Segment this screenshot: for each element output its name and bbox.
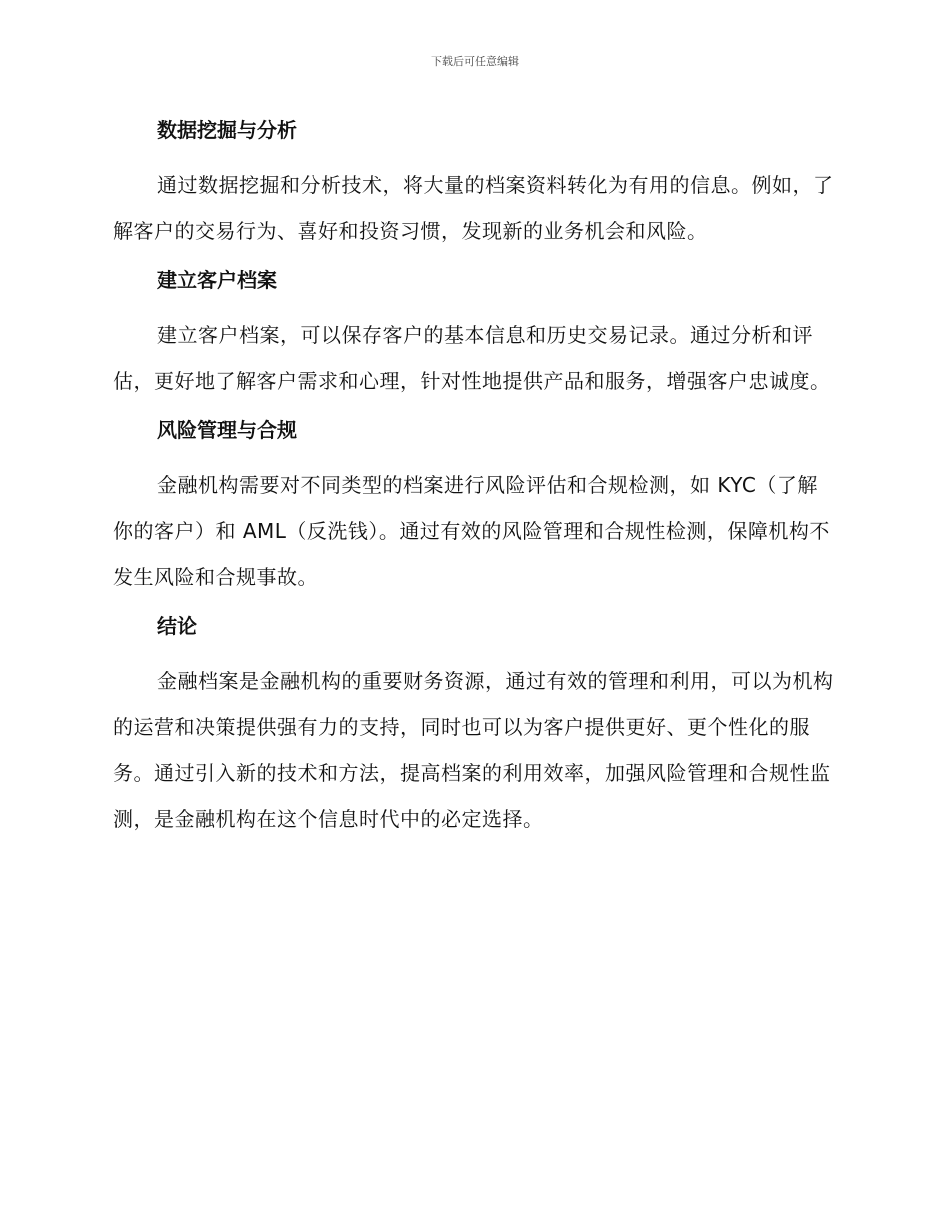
section-paragraph: 通过数据挖掘和分析技术，将大量的档案资料转化为有用的信息。例如，了解客户的交易行为、喜好和投资习惯，发现新的业务机会和风险。	[113, 173, 834, 243]
section-heading: 建立客户档案	[157, 268, 277, 292]
section-conclusion	[113, 608, 838, 842]
section-heading: 数据挖掘与分析	[157, 118, 297, 142]
section-customer-records	[113, 262, 838, 404]
section-paragraph: 金融机构需要对不同类型的档案进行风险评估和合规检测，如 KYC（了解你的客户）和 AML（反洗钱）。通过有效的风险管理和合规性检测，保障机构不发生风险和合规事故。	[113, 473, 830, 589]
section-paragraph: 建立客户档案，可以保存客户的基本信息和历史交易记录。通过分析和评估，更好地了解客户需求和心理，针对性地提供产品和服务，增强客户忠诚度。	[113, 323, 831, 393]
document-body	[113, 112, 838, 842]
page-header-note: 下载后可任意编辑	[431, 55, 519, 68]
section-risk-compliance	[113, 412, 838, 600]
section-data-mining	[113, 112, 838, 254]
section-paragraph: 金融档案是金融机构的重要财务资源，通过有效的管理和利用，可以为机构的运营和决策提供强有力的支持，同时也可以为客户提供更好、更个性化的服务。通过引入新的技术和方法，提高档案的利用效率，加强风险管理和合规性监测，是金融机构在这个信息时代中的必定选择。	[113, 669, 834, 831]
section-heading: 结论	[157, 614, 197, 638]
section-heading: 风险管理与合规	[157, 418, 297, 442]
